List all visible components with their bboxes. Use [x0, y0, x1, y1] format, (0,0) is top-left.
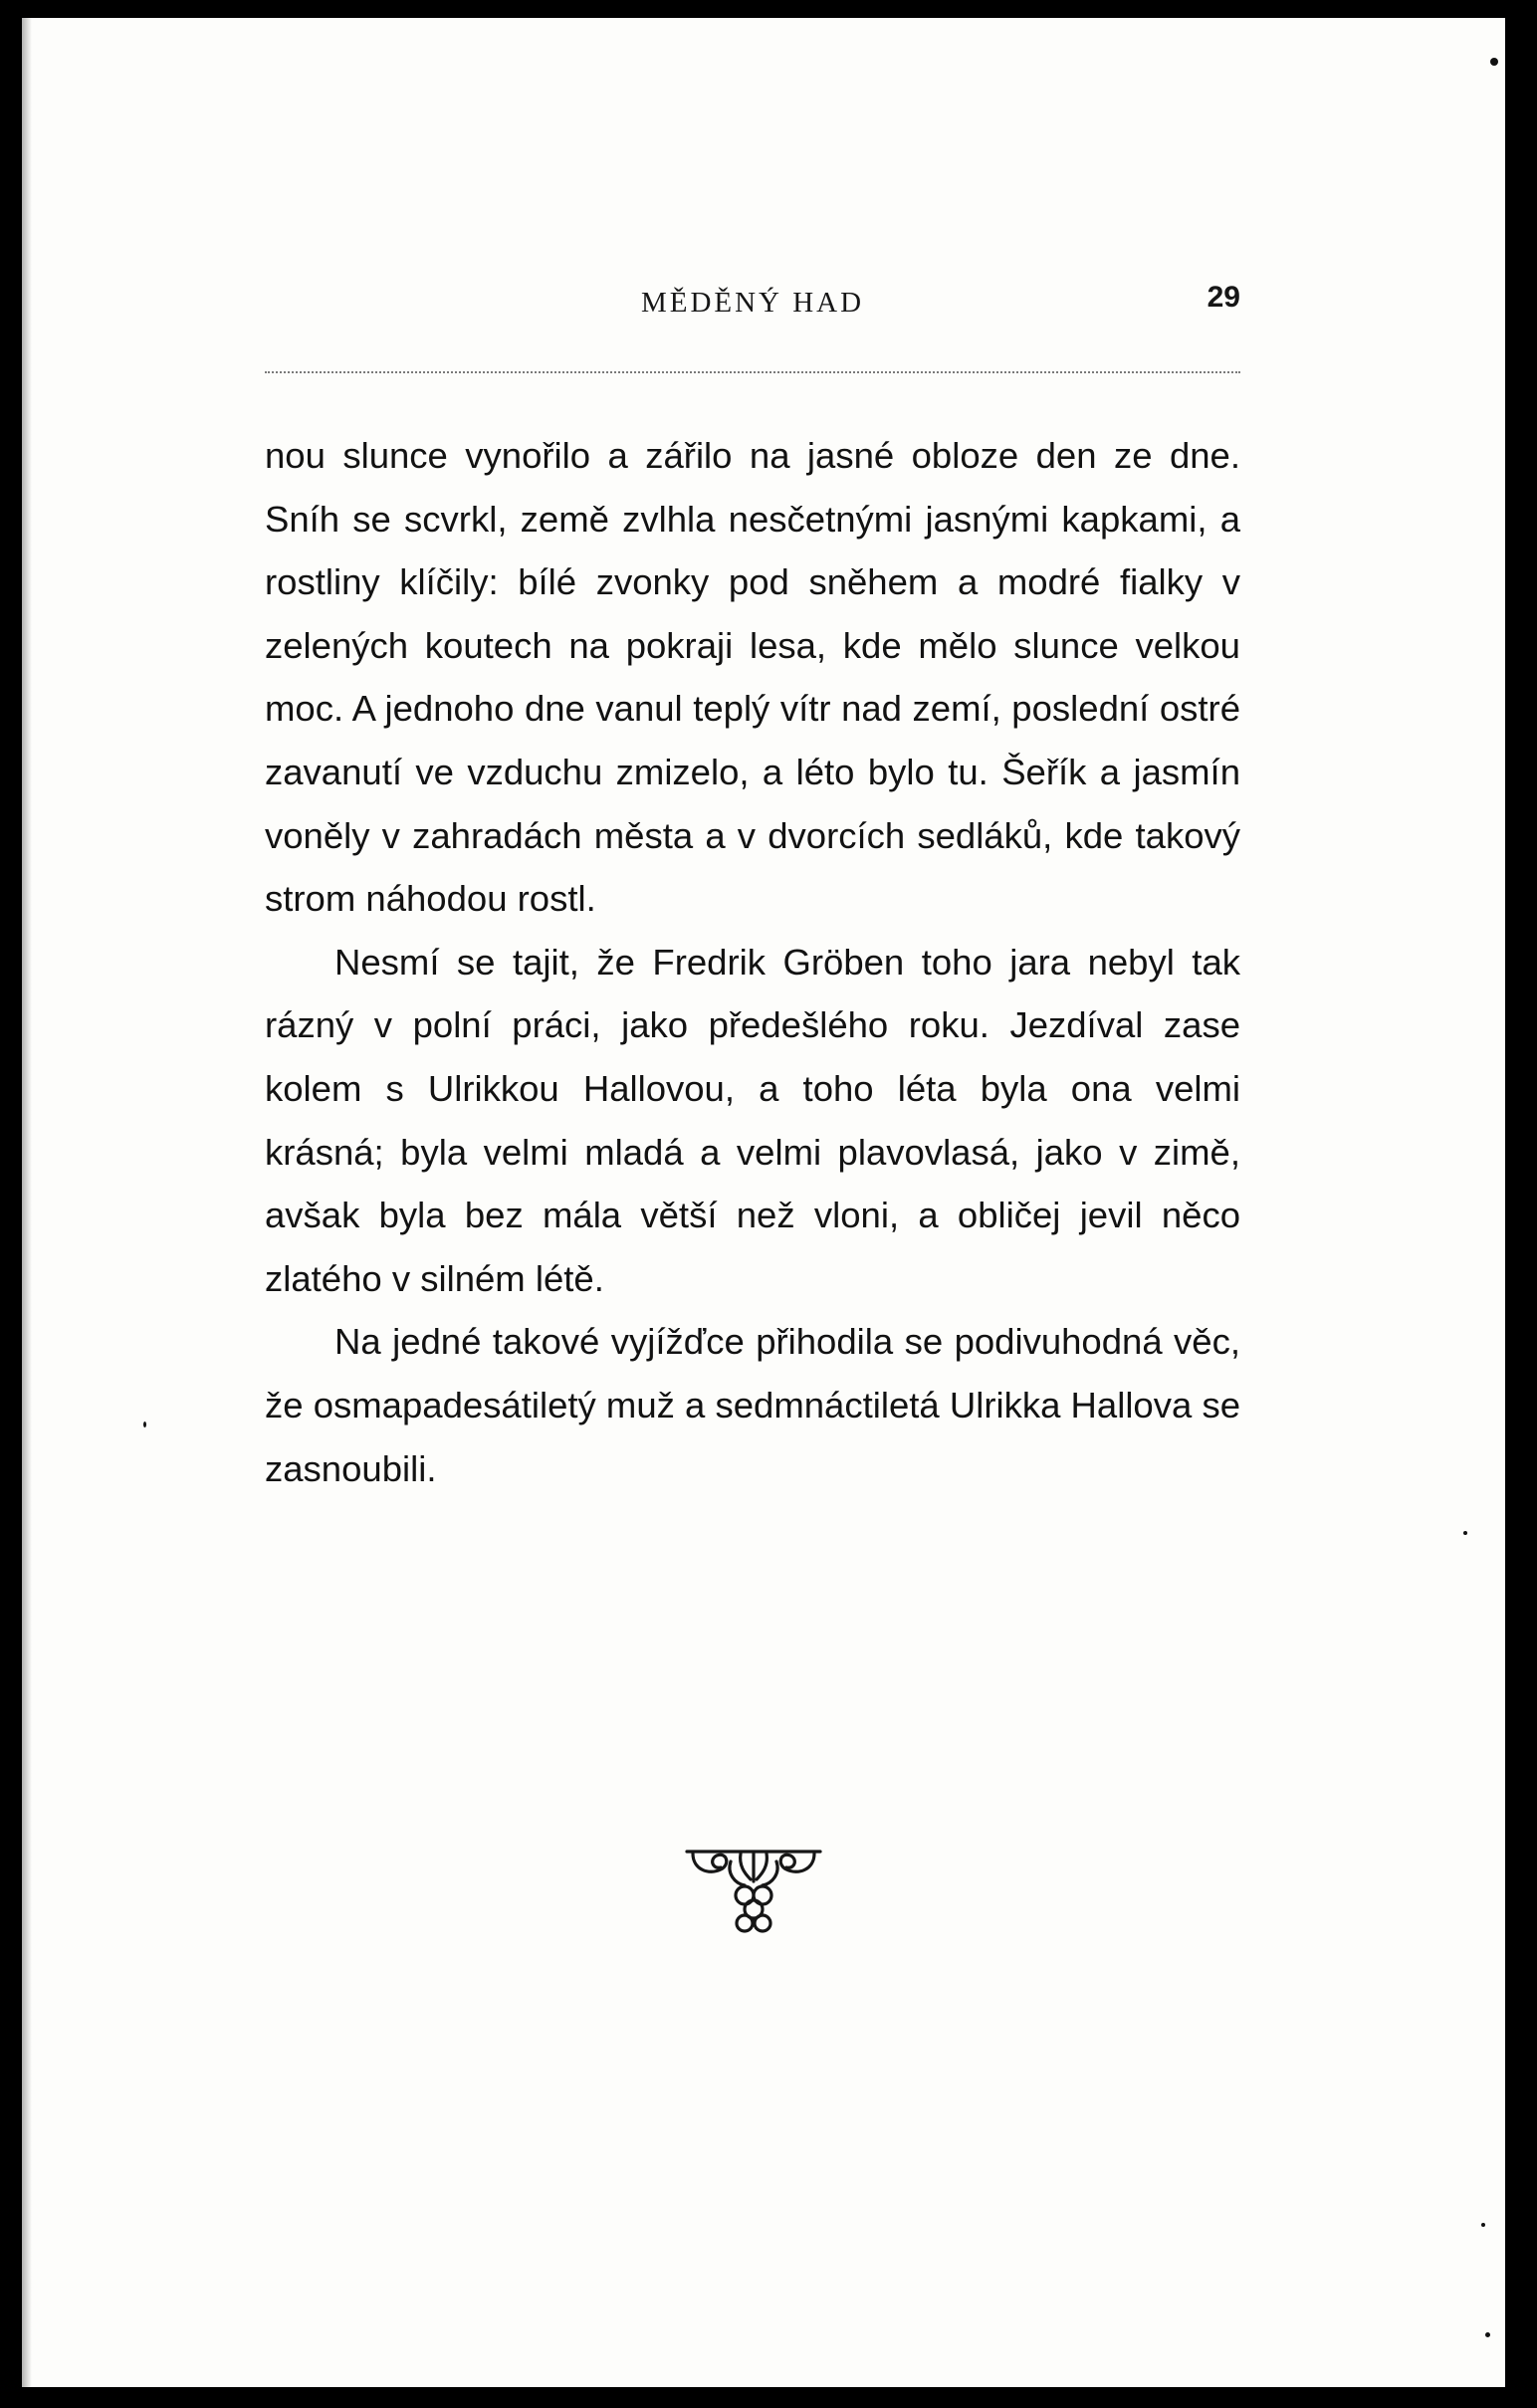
scan-speck: [1490, 58, 1498, 66]
page-edge-shadow: [22, 18, 32, 2387]
running-head: [265, 281, 1240, 330]
header-dotted-rule: [265, 371, 1240, 373]
scan-speck: [1463, 1531, 1467, 1535]
floral-tailpiece-icon: [679, 1840, 828, 1939]
scan-speck: [143, 1422, 146, 1427]
paragraph-2: Nesmí se tajit, že Fredrik Gröben toho jara nebyl tak rázný v polní práci, jako předešlého roku. Jezdíval zase kolem s Ulrikkou Hallovou, a toho léta byla ona velmi krásná; byla velmi mladá a velmi plavovlasá, jako v zimě, avšak byla bez mála větší než vloni, a obličej jevil něco zlatého v silném létě.: [265, 941, 1240, 1299]
running-title: MĚDĚNÝ HAD: [640, 287, 865, 319]
paragraph-3: Na jedné takové vyjížďce přihodila se podivuhodná věc, že osmapadesátiletý muž a sedmnáctiletá Ulrikka Hallova se zasnoubili.: [265, 1321, 1240, 1489]
book-page: [22, 18, 1505, 2387]
scan-speck: [1485, 2332, 1490, 2337]
page-number: 29: [1207, 281, 1240, 314]
paragraph-1: nou slunce vynořilo a zářilo na jasné obloze den ze dne. Sníh se scvrkl, země zvlhla nesčetnými jasnými kapkami, a rostliny klíčily: bílé zvonky pod sněhem a modré fialky v zelených koutech na pokraji lesa, kde mělo slunce velkou moc. A jednoho dne vanul teplý vítr nad zemí, poslední ostré zavanutí ve vzduchu zmizelo, a léto bylo tu. Šeřík a jasmín voněly v zahradách města a v dvorcích sedláků, kde takový strom náhodou rostl.: [265, 435, 1240, 920]
body-text: [265, 424, 1240, 1500]
scan-speck: [1481, 2223, 1485, 2227]
